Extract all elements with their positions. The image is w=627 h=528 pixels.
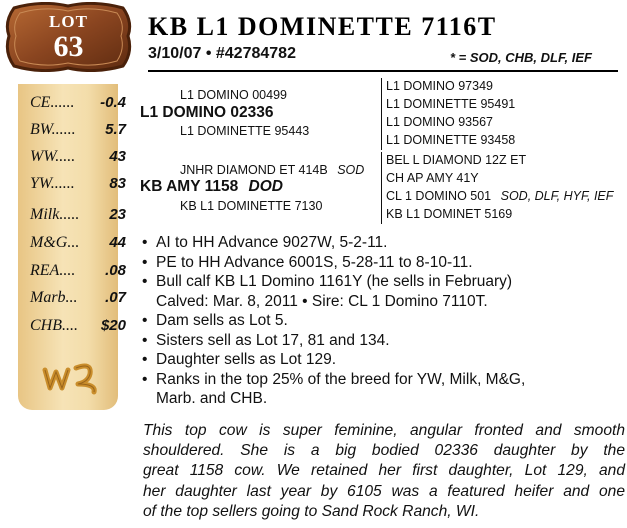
epd-value: 23 [109,206,126,223]
note-text: PE to HH Advance 6001S, 5-28-11 to 8-10-11. [156,253,473,271]
pedigree-bracket-bottom [381,152,382,224]
note-item [142,350,627,370]
epd-row-ww [30,144,126,170]
epd-row-marb [30,285,126,311]
notes-list [142,233,627,409]
note-text: AI to HH Advance 9027W, 5-2-11. [156,234,388,251]
lot-number: 63 [53,30,84,63]
pedigree-dds-tag: SOD, DLF, HYF, IEF [500,189,614,203]
note-text: Dam sells as Lot 5. [156,312,288,329]
description [143,421,625,522]
epd-label: Milk..... [30,206,80,223]
pedigree-dam-sire-name: JNHR DIAMOND ET 414B [180,163,328,177]
epd-label: M&G... [30,234,80,251]
note-item [142,331,627,351]
epd-row-yw [30,171,126,197]
pedigree-ssd: L1 DOMINETTE 95491 [386,97,516,111]
epd-label: BW...... [30,121,76,138]
description-line: great 1158 cow. We retained her first daughter, Lot 129, and [143,462,625,480]
note-item [142,311,627,331]
description-line: This top cow is super feminine, angular fronted and smooth [143,422,625,439]
pedigree-sds: L1 DOMINO 93567 [386,115,493,129]
note-item [142,233,627,253]
pedigree-ddd: KB L1 DOMINET 5169 [386,207,513,221]
pedigree-dsd: CH AP AMY 41Y [386,171,479,185]
note-text: Ranks in the top 25% of the breed for YW, Milk, M&G, [156,370,526,388]
bullet-icon: • [142,234,148,251]
note-item [142,370,627,409]
epd-row-ce [30,90,126,116]
epd-value: 83 [109,175,126,192]
note-item [142,253,627,273]
description-line: her daughter last year by 6105 was a featured heifer and one [143,482,625,500]
epd-row-chb [30,313,126,339]
description-line: shouldered. She is a big bodied 02336 daughter by the [143,442,625,460]
epd-value: 43 [109,148,126,165]
epd-value: 44 [109,234,126,251]
epd-row-rea [30,258,126,284]
pedigree-dam-sire-tag: SOD [337,163,365,177]
pedigree-dam [140,178,283,196]
pedigree-sire-dam: L1 DOMINETTE 95443 [180,124,310,138]
epd-label: YW...... [30,175,75,192]
pedigree-dam-sire [180,163,364,177]
pedigree-sss: L1 DOMINO 97349 [386,79,493,93]
epd-row-mg [30,230,126,256]
note-text-continued: Marb. and CHB. [156,390,268,407]
bullet-icon: • [142,370,148,388]
animal-name: KB L1 DOMINETTE 7116T [148,12,497,41]
note-text: Daughter sells as Lot 129. [156,351,337,368]
epd-value: 5.7 [105,121,126,138]
epd-label: CE...... [30,94,75,111]
epd-label: REA.... [30,262,76,279]
bullet-icon: • [142,312,148,329]
note-text: Bull calf KB L1 Domino 1161Y (he sells in February) [156,273,513,290]
note-text: Sisters sell as Lot 17, 81 and 134. [156,331,390,349]
epd-value: $20 [100,317,126,334]
pedigree-dam-dam: KB L1 DOMINETTE 7130 [180,199,323,213]
pedigree-dss: BEL L DIAMOND 12Z ET [386,153,527,167]
pedigree-sire: L1 DOMINO 02336 [140,104,274,121]
pedigree-dam-name: KB AMY 1158 [140,178,239,195]
pedigree-dam-tag: DOD [248,178,283,195]
pedigree-dds [386,189,613,203]
bullet-icon: • [142,351,148,368]
bullet-icon: • [142,331,148,349]
epd-label: CHB.... [30,317,78,334]
tag-legend: * = SOD, CHB, DLF, IEF [450,50,592,65]
epd-label: Marb... [30,289,78,306]
epd-value: .08 [105,262,126,279]
bullet-icon: • [142,273,148,290]
epd-value: -0.4 [100,94,126,111]
pedigree-sire-sire: L1 DOMINO 00499 [180,88,287,102]
pedigree-bracket-top [381,78,382,150]
epd-row-milk [30,202,126,228]
pedigree-sdd: L1 DOMINETTE 93458 [386,133,516,147]
description-line: of the top sellers going to Sand Rock Ranch, WI. [143,502,480,520]
epd-label: WW..... [30,148,76,165]
lot-badge [2,2,135,72]
epd-row-bw [30,117,126,143]
pedigree-dds-name: CL 1 DOMINO 501 [386,189,492,203]
epd-value: .07 [105,289,126,306]
bullet-icon: • [142,253,148,271]
header-divider [148,70,618,72]
note-text-continued: Calved: Mar. 8, 2011 • Sire: CL 1 Domino 7110T. [156,292,488,310]
note-item [142,272,627,311]
birth-date-registration: 3/10/07 • #42784782 [148,45,296,62]
ranch-brand-icon [40,358,104,398]
lot-label: LOT [49,12,88,31]
